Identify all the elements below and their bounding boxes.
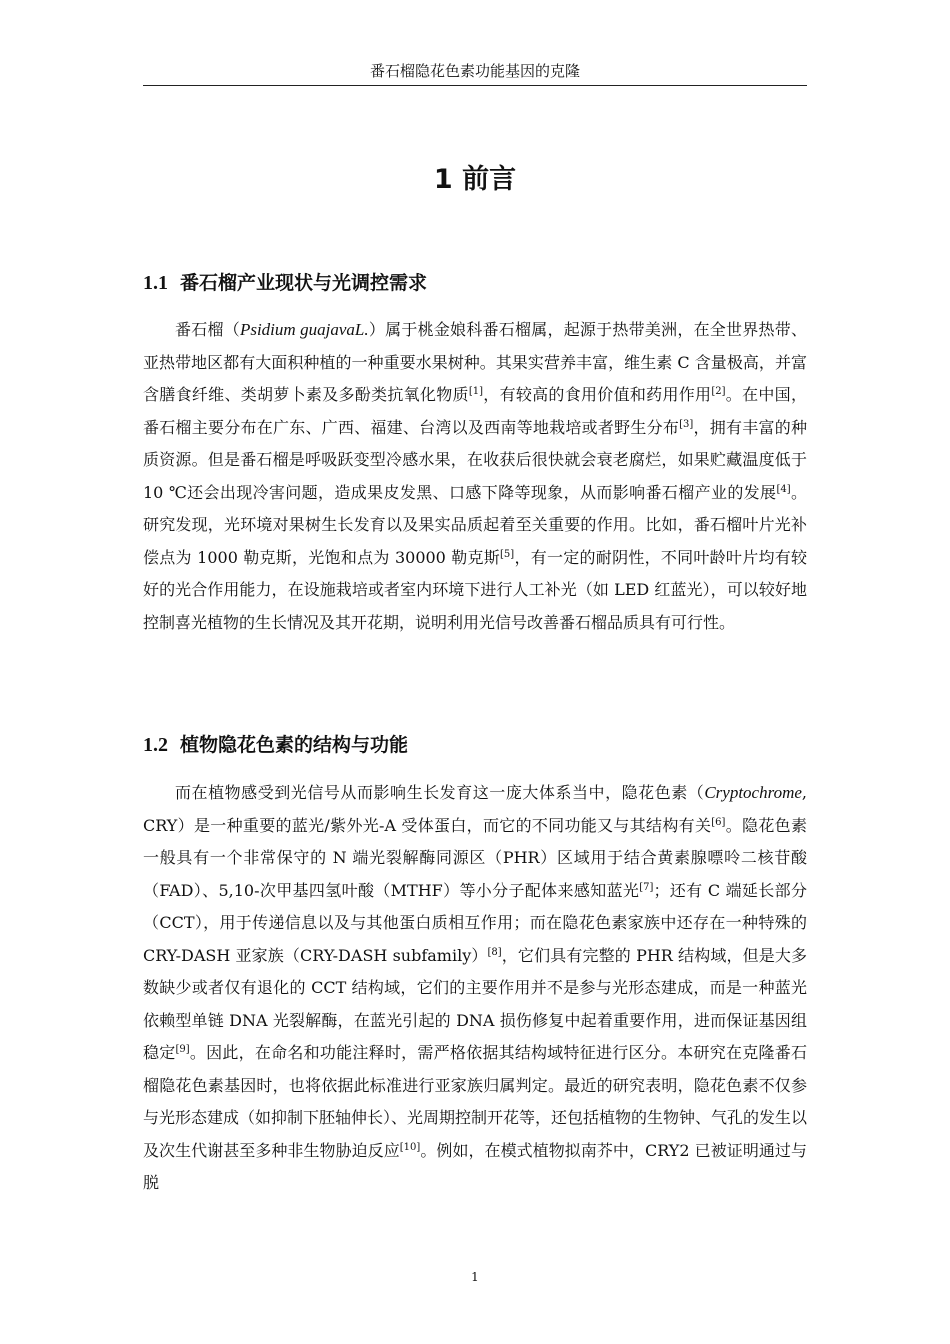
citation: [3]: [679, 418, 694, 430]
section-heading-1-1: [143, 270, 807, 296]
section-number: 1.1: [143, 272, 168, 294]
text-run: ）属于桃金娘科番石榴属，起源于热带美洲，在全世界热带、亚热带地区都有大面积种植的一种重要水果树种。其果实营养丰富，维生素 C 含量极高，并富含膳食纤维、类胡萝卜素及多酚类抗氧化物质: [143, 320, 807, 404]
text-run: ，有一定的耐阴性，不同叶龄叶片均有较好的光合作用能力，在设施栽培或者室内环境下进行人工补光（如 LED 红蓝光），可以较好地控制喜光植物的生长情况及其开花期，说明利用光信号改善番石榴品质具有可行性。: [143, 547, 807, 632]
citation: [2]: [711, 386, 726, 397]
section-title: 番石榴产业现状与光调控需求: [180, 272, 428, 294]
text-run: ，有较高的食用价值和药用作用: [482, 385, 712, 404]
text-run: 番石榴（: [175, 320, 240, 339]
paragraph-1-1: [143, 314, 807, 639]
section-title: 植物隐花色素的结构与功能: [180, 734, 409, 756]
citation: [10]: [399, 1141, 421, 1153]
citation: [8]: [487, 946, 502, 958]
term-name: Cryptochrome: [704, 783, 802, 802]
species-name: Psidium guajavaL.: [239, 320, 369, 339]
section-heading-1-2: [143, 732, 807, 758]
text-run: 。因此，在命名和功能注释时，需严格依据其结构域特征进行区分。本研究在克隆番石榴隐花色素基因时，也将依据此标准进行亚家族归属判定。最近的研究表明，隐花色素不仅参与光形态建成（如抑制下胚轴伸长）、光周期控制开花等，还包括植物的生物钟、气孔的发生以及次生代谢甚至多种非生物胁迫反应: [143, 1043, 808, 1160]
citation: [5]: [500, 548, 515, 560]
text-run: 。在中国，番石榴主要分布在广东、广西、福建、台湾以及西南等地栽培或者野生分布: [143, 385, 807, 437]
text-run: ；还有 C 端延长部分（CCT），用于传递信息以及与其他蛋白质相互作用；而在隐花色素家族中还存在一种特殊的 CRY-DASH 亚家族（CRY-DASH subfamily）: [143, 880, 807, 965]
citation: [1]: [468, 386, 483, 397]
citation: [7]: [639, 881, 654, 893]
text-run: ，它们具有完整的 PHR 结构域，但是大多数缺少或者仅有退化的 CCT 结构域，它们的主要作用并不是参与光形态建成，而是一种蓝光依赖型单链 DNA 光裂解酶，在蓝光引起的 DNA 损伤修复中起着重要作用，进而保证基因组稳定: [143, 945, 807, 1062]
text-run: 。研究发现，光环境对果树生长发育以及果实品质起着至关重要的作用。比如，番石榴叶片光补偿点为 1000 勒克斯，光饱和点为 30000 勒克斯: [143, 482, 807, 567]
citation: [4]: [776, 483, 791, 495]
text-run: ，拥有丰富的种质资源。但是番石榴是呼吸跃变型冷感水果，在收获后很快就会衰老腐烂，如果贮藏温度低于 10 ℃还会出现冷害问题，造成果皮发黑、口感下降等现象，从而影响番石榴产业的发展: [143, 417, 807, 502]
section-number: 1.2: [143, 734, 168, 756]
citation: [9]: [175, 1044, 190, 1055]
text-run: 而在植物感受到光信号从而影响生长发育这一庞大体系当中，隐花色素（: [175, 783, 705, 802]
text-run: 。隐花色素一般具有一个非常保守的 N 端光裂解酶同源区（PHR）区域用于结合黄素腺嘌呤二核苷酸（FAD）、5,10-次甲基四氢叶酸（MTHF）等小分子配体来感知蓝光: [143, 815, 807, 900]
text-run: 。例如，在模式植物拟南芥中，CRY2 已被证明通过与脱: [143, 1140, 807, 1192]
page-number: 1: [471, 1270, 479, 1284]
paragraph-1-2: [143, 777, 807, 1200]
chapter-title: 1 前言: [433, 164, 517, 195]
running-header: 番石榴隐花色素功能基因的克隆: [369, 62, 580, 80]
citation: [6]: [711, 816, 726, 828]
text-run: , CRY）是一种重要的蓝光/紫外光-A 受体蛋白，而它的不同功能又与其结构有关: [143, 783, 807, 835]
header-rule: [143, 85, 807, 86]
